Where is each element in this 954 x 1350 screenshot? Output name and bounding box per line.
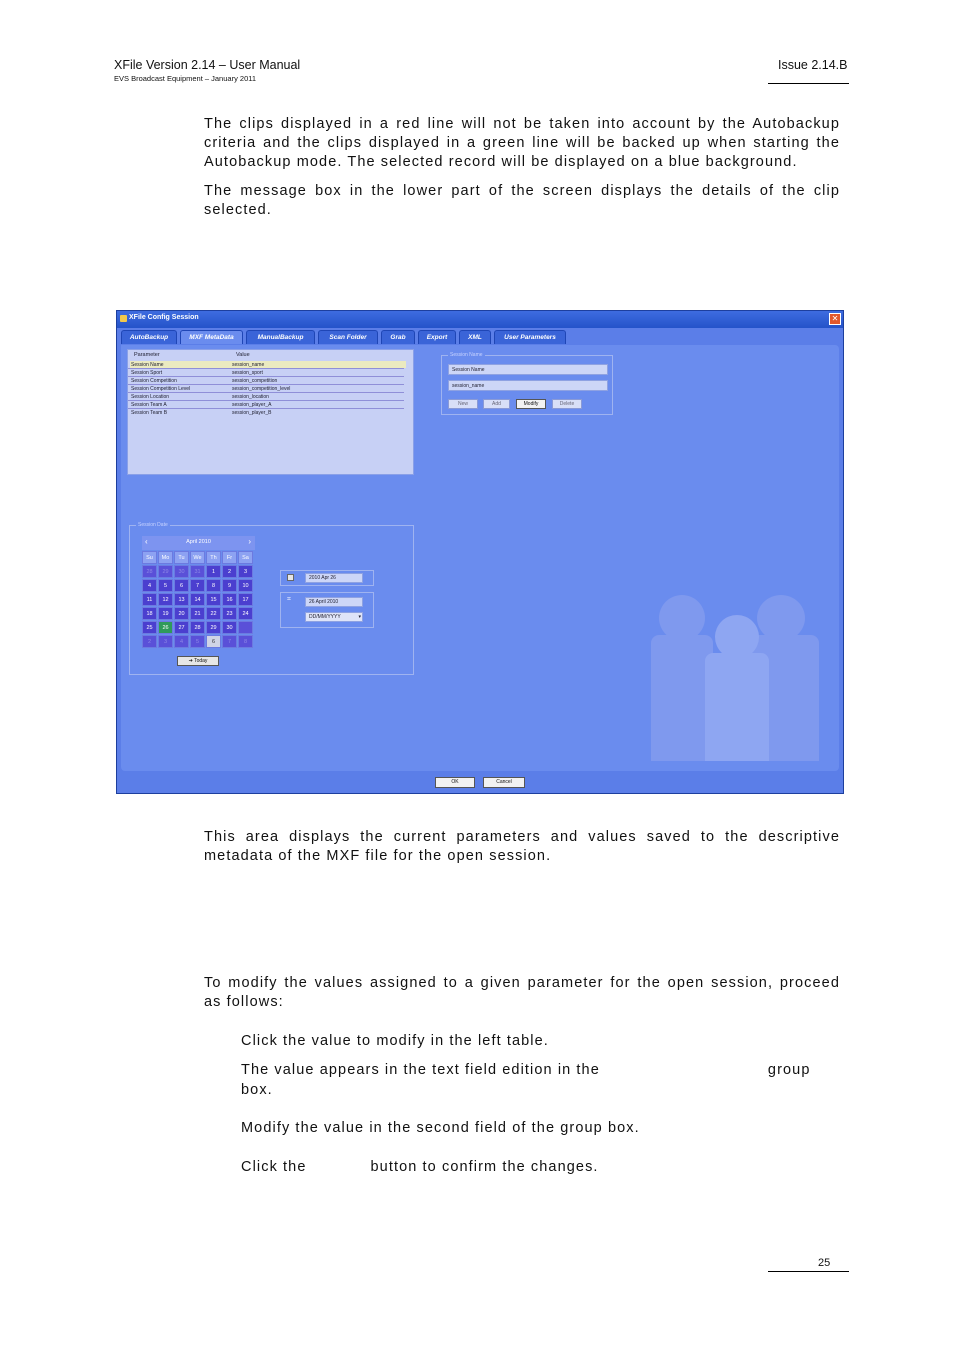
calendar-day[interactable]: 30 xyxy=(174,565,189,578)
weekday-label: Th xyxy=(206,551,221,564)
manual-subtitle: EVS Broadcast Equipment – January 2011 xyxy=(114,74,257,83)
step-4 xyxy=(241,1157,831,1177)
people-graphic-body-center xyxy=(705,653,769,761)
calendar-day[interactable]: 5 xyxy=(190,635,205,648)
session-name-group xyxy=(441,352,613,415)
calendar-day[interactable]: 13 xyxy=(174,593,189,606)
table-row[interactable]: Session Sport xyxy=(131,370,163,376)
add-button[interactable]: Add xyxy=(483,399,510,409)
tab-manualbackup[interactable]: ManualBackup xyxy=(246,330,315,344)
table-row[interactable]: Session Name xyxy=(131,362,164,368)
calendar-day[interactable]: 23 xyxy=(222,607,237,620)
date-display-box xyxy=(280,570,374,586)
calendar-day[interactable]: 27 xyxy=(174,621,189,634)
row-divider xyxy=(128,392,404,393)
weekday-label: Fr xyxy=(222,551,237,564)
weekday-label: We xyxy=(190,551,205,564)
paragraph-modify-intro: To modify the values assigned to a given parameter for the open session, proceed as follows: xyxy=(204,975,840,1010)
table-cell-value[interactable]: session_competition_level xyxy=(232,386,291,392)
date-format-value: DD/MM/YYYY xyxy=(309,614,341,620)
calendar-day[interactable]: 26 xyxy=(158,621,173,634)
tab-content xyxy=(121,345,839,771)
date-long-field[interactable]: 26 April 2010 xyxy=(305,597,363,607)
table-cell-value[interactable]: session_player_A xyxy=(232,402,272,408)
row-divider xyxy=(128,376,404,377)
calendar-day[interactable] xyxy=(238,621,253,634)
row-divider xyxy=(128,408,404,409)
weekday-label: Sa xyxy=(238,551,253,564)
manual-title: XFile Version 2.14 – User Manual xyxy=(114,58,301,72)
tab-mxf-metadata[interactable]: MXF MetaData xyxy=(180,330,243,344)
session-parameter-field[interactable]: Session Name xyxy=(448,364,608,375)
calendar-day[interactable]: 2 xyxy=(222,565,237,578)
parameter-grid xyxy=(127,349,414,475)
chevron-down-icon: ▾ xyxy=(358,614,361,620)
session-value-field[interactable]: session_name xyxy=(448,380,608,391)
calendar-day[interactable]: 25 xyxy=(142,621,157,634)
calendar-day[interactable]: 2 xyxy=(142,635,157,648)
modify-button[interactable]: Modify xyxy=(516,399,546,409)
window-titlebar xyxy=(117,311,843,328)
calendar-day[interactable]: 7 xyxy=(222,635,237,648)
calendar-day[interactable]: 14 xyxy=(190,593,205,606)
today-button-label: Today xyxy=(194,658,208,664)
table-row[interactable]: Session Team B xyxy=(131,410,168,416)
calendar-day[interactable]: 12 xyxy=(158,593,173,606)
calendar-day[interactable]: 21 xyxy=(190,607,205,620)
paragraph-area-description: This area displays the current parameters and values saved to the descriptive metadata of the MXF file for the open session. xyxy=(204,829,840,864)
cancel-button[interactable]: Cancel xyxy=(483,777,525,788)
calendar-day[interactable]: 29 xyxy=(158,565,173,578)
calendar-day[interactable]: 16 xyxy=(222,593,237,606)
next-month-icon[interactable]: › xyxy=(248,537,251,546)
table-row[interactable]: Session Team A xyxy=(131,402,167,408)
date-format-select[interactable] xyxy=(305,612,363,622)
calendar-day[interactable]: 10 xyxy=(238,579,253,592)
calendar-day[interactable]: 18 xyxy=(142,607,157,620)
arrow-right-icon: ➔ xyxy=(188,658,195,664)
calendar-day[interactable]: 4 xyxy=(174,635,189,648)
tab-autobackup[interactable]: AutoBackup xyxy=(121,330,177,344)
calendar-day[interactable]: 28 xyxy=(142,565,157,578)
step-4-text-b: button to confirm the changes. xyxy=(370,1159,599,1175)
calendar-day[interactable]: 8 xyxy=(238,635,253,648)
calendar-day[interactable]: 4 xyxy=(142,579,157,592)
calendar-day[interactable]: 29 xyxy=(206,621,221,634)
step-2-group: group xyxy=(767,1062,811,1078)
calendar-day[interactable]: 3 xyxy=(158,635,173,648)
calendar-day[interactable]: 24 xyxy=(238,607,253,620)
calendar-day[interactable]: 28 xyxy=(190,621,205,634)
calendar-day[interactable]: 7 xyxy=(190,579,205,592)
tab-scan-folder[interactable]: Scan Folder xyxy=(318,330,378,344)
calendar-icon: ⌗ xyxy=(287,596,291,603)
table-row[interactable]: Session Competition Level xyxy=(131,386,191,392)
session-date-group xyxy=(129,522,414,675)
table-row[interactable]: Session Competition xyxy=(131,378,177,384)
session-name-group-label: Session Name xyxy=(450,352,483,358)
grid-header-parameter: Parameter xyxy=(134,352,160,358)
selected-row-highlight xyxy=(130,361,406,368)
calendar-day[interactable]: 31 xyxy=(190,565,205,578)
footer-rule xyxy=(768,1271,849,1272)
table-cell-value[interactable]: session_player_B xyxy=(232,410,272,416)
row-divider xyxy=(128,368,404,369)
step-1: Click the value to modify in the left table. xyxy=(241,1033,549,1049)
date-display-field[interactable]: 2010 Apr 26 xyxy=(305,573,363,583)
tab-user-parameters[interactable]: User Parameters xyxy=(494,330,566,344)
step-4-text-a: Click the xyxy=(241,1159,307,1175)
row-divider xyxy=(128,384,404,385)
calendar-day[interactable]: 22 xyxy=(206,607,221,620)
app-icon xyxy=(120,315,127,322)
table-row[interactable]: Session Location xyxy=(131,394,170,400)
issue-label: Issue 2.14.B xyxy=(778,58,848,72)
step-3: Modify the value in the second field of the group box. xyxy=(241,1120,640,1136)
people-graphic-body-left xyxy=(651,635,713,761)
row-divider xyxy=(128,400,404,401)
calendar-day[interactable]: 5 xyxy=(158,579,173,592)
calendar-day[interactable]: 19 xyxy=(158,607,173,620)
weekday-label: Tu xyxy=(174,551,189,564)
step-2-box: box. xyxy=(241,1082,273,1098)
ok-button[interactable]: OK xyxy=(435,777,475,788)
calendar-day[interactable]: 20 xyxy=(174,607,189,620)
calendar-day[interactable]: 11 xyxy=(142,593,157,606)
calendar-month: April 2010 xyxy=(186,539,211,545)
new-button[interactable]: New xyxy=(448,399,478,409)
calendar-day[interactable]: 1 xyxy=(206,565,221,578)
calendar-day[interactable]: 9 xyxy=(222,579,237,592)
calendar-day[interactable]: 30 xyxy=(222,621,237,634)
calendar-day[interactable]: 15 xyxy=(206,593,221,606)
step-2-text: The value appears in the text field edition in the xyxy=(241,1062,600,1078)
weekday-label: Mo xyxy=(158,551,173,564)
today-button[interactable] xyxy=(177,656,219,666)
calendar xyxy=(142,536,255,646)
table-cell-value[interactable]: session_location xyxy=(232,394,269,400)
window-title: XFile Config Session xyxy=(129,314,199,321)
checkbox[interactable] xyxy=(287,574,294,581)
calendar-day[interactable]: 6 xyxy=(174,579,189,592)
page-number: 25 xyxy=(818,1257,831,1269)
calendar-day[interactable]: 6 xyxy=(206,635,221,648)
paragraph-clip-colors: The clips displayed in a red line will not be taken into account by the Autobackup criteria and the clips displayed in a green line will be backed up when starting the Autobackup mode. The selected record will be displayed on a blue background. xyxy=(204,116,840,170)
calendar-day[interactable]: 8 xyxy=(206,579,221,592)
close-icon[interactable]: ✕ xyxy=(829,313,841,325)
calendar-day[interactable]: 3 xyxy=(238,565,253,578)
tab-export[interactable]: Export xyxy=(418,330,456,344)
prev-month-icon[interactable]: ‹ xyxy=(145,537,148,546)
paragraph-message-box: The message box in the lower part of the screen displays the details of the clip selected. xyxy=(204,183,840,218)
calendar-day[interactable]: 17 xyxy=(238,593,253,606)
weekday-label: Su xyxy=(142,551,157,564)
tab-xml[interactable]: XML xyxy=(459,330,491,344)
date-format-box xyxy=(280,592,374,628)
step-2 xyxy=(241,1060,831,1100)
delete-button[interactable]: Delete xyxy=(552,399,582,409)
session-date-group-label: Session Date xyxy=(138,522,168,528)
tab-grab[interactable]: Grab xyxy=(381,330,415,344)
table-cell-value[interactable]: session_sport xyxy=(232,370,263,376)
table-cell-value[interactable]: session_competition xyxy=(232,378,278,384)
table-cell-value[interactable]: session_name xyxy=(232,362,265,368)
header-rule xyxy=(768,83,849,84)
config-session-window xyxy=(116,310,844,794)
grid-header-value: Value xyxy=(236,352,250,358)
